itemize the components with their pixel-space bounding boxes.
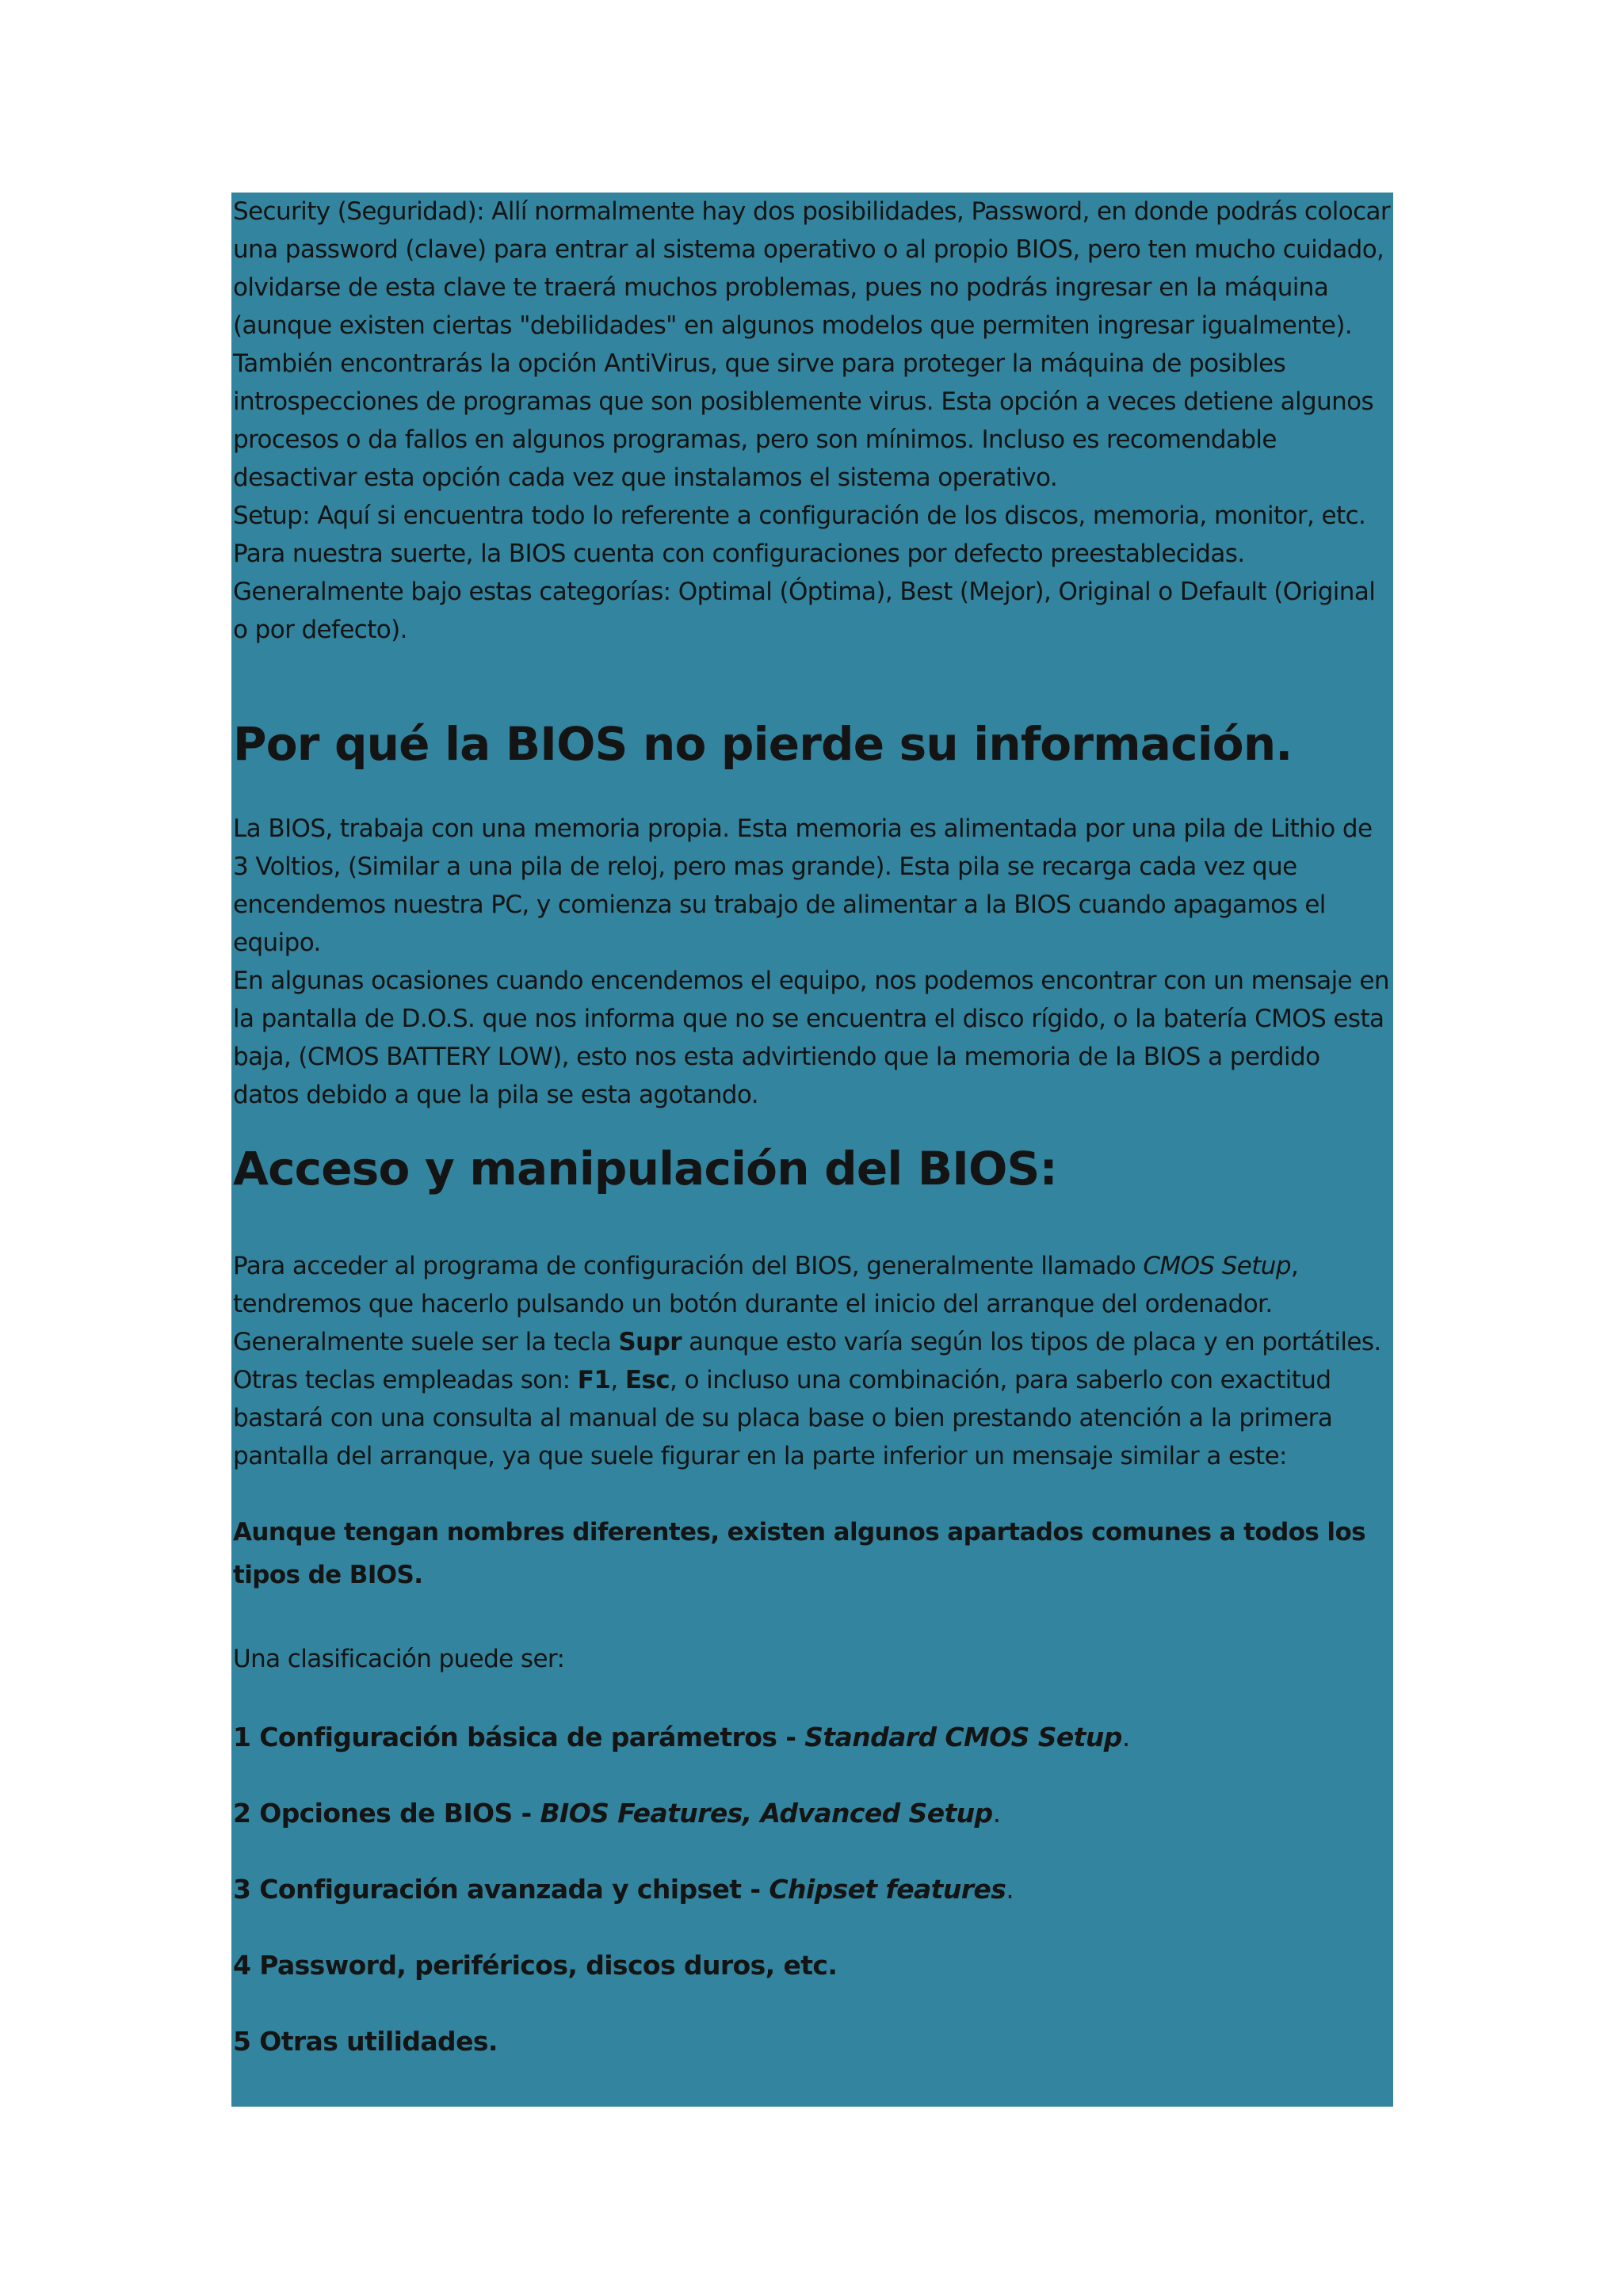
f1-key: F1 — [577, 1366, 611, 1394]
list-item: 1 Configuración básica de parámetros - Standard CMOS Setup. — [233, 1722, 1130, 1753]
access-text-2: , tendremos que hacerlo pulsando un botón durante el inicio del arranque del ordenador. Generalmente suele ser la tecla — [233, 1252, 1299, 1356]
common-sections-statement: Aunque tengan nombres diferentes, existen algunos apartados comunes a todos los tipos de BIOS. — [233, 1518, 1366, 1589]
battery-paragraph: La BIOS, trabaja con una memoria propia. Esta memoria es alimentada por una pila de Lithio de 3 Voltios, (Similar a una pila de reloj, pero mas grande). Esta pila se recarga cada vez que encendemos nuestra PC, y comienza su trabajo de alimentar a la BIOS cuando apagamos el equipo. — [233, 814, 1373, 957]
access-text-3: aunque esto varía según los tipos de placa y en portátiles. Otras teclas empleadas son: — [233, 1328, 1381, 1394]
list-item: 4 Password, periféricos, discos duros, etc. — [233, 1950, 838, 1981]
cmos-setup-term: CMOS Setup — [1143, 1252, 1291, 1280]
list-item: 2 Opciones de BIOS - BIOS Features, Advanced Setup. — [233, 1798, 1001, 1829]
supr-key: Supr — [618, 1328, 682, 1356]
access-text-4: , — [610, 1366, 625, 1394]
setup-paragraph: Setup: Aquí si encuentra todo lo referente a configuración de los discos, memoria, monitor, etc. Para nuestra suerte, la BIOS cuenta con configuraciones por defecto preestablecidas. Generalmente bajo estas categorías: Optimal (Óptima), Best (Mejor), Original o Default (Original o por defecto). — [233, 502, 1376, 644]
heading-bios-access: Acceso y manipulación del BIOS: — [233, 1142, 1057, 1196]
access-text-1: Para acceder al programa de configuración del BIOS, generalmente llamado — [233, 1252, 1144, 1280]
antivirus-paragraph: También encontrarás la opción AntiVirus, que sirve para proteger la máquina de posibles introspecciones de programas que son posiblemente virus. Esta opción a veces detiene algunos procesos o da fallos en algunos programas, pero son mínimos. Incluso es recomendable desactivar esta opción cada vez que instalamos el sistema operativo. — [233, 349, 1374, 492]
security-paragraph: Security (Seguridad): Allí normalmente hay dos posibilidades, Password, en donde podrás colocar una password (clave) para entrar al sistema operativo o al propio BIOS, pero ten mucho cuidado, olvidarse de esta clave te traerá muchos problemas, pues no podrás ingresar en la máquina (aunque existen ciertas "debilidades" en algunos modelos que permiten ingresar igualmente). — [233, 197, 1391, 340]
heading-bios-memory: Por qué la BIOS no pierde su información. — [233, 717, 1293, 771]
classification-intro: Una clasificación puede ser: — [233, 1645, 565, 1673]
document-panel — [231, 193, 1393, 2107]
access-paragraph — [233, 1247, 1392, 1475]
access-text-5: , o incluso una combinación, para saberlo con exactitud bastará con una consulta al manual de su placa base o bien prestando atención a la primera pantalla del arranque, ya que suele figurar en la parte inferior un mensaje similar a este: — [233, 1366, 1333, 1470]
intro-section — [233, 193, 1392, 649]
cmos-battery-paragraph: En algunas ocasiones cuando encendemos el equipo, nos podemos encontrar con un mensaje en la pantalla de D.O.S. que nos informa que no se encuentra el disco rígido, o la batería CMOS esta baja, (CMOS BATTERY LOW), esto nos esta advirtiendo que la memoria de la BIOS a perdido datos debido a que la pila se esta agotando. — [233, 967, 1389, 1109]
list-item: 3 Configuración avanzada y chipset - Chipset features. — [233, 1874, 1014, 1905]
bios-memory-section — [233, 810, 1392, 1114]
esc-key: Esc — [624, 1366, 670, 1394]
list-item: 5 Otras utilidades. — [233, 2026, 498, 2057]
